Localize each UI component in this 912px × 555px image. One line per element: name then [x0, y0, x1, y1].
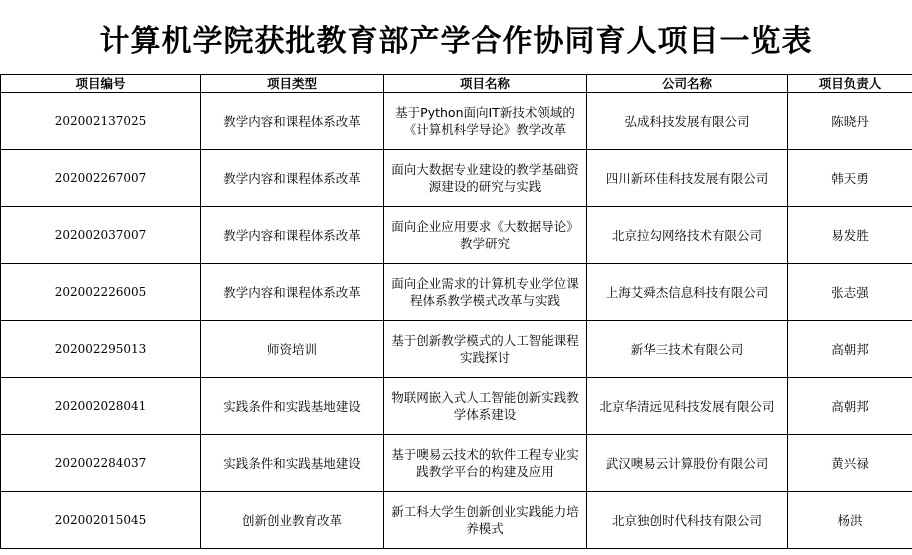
project-id-cell: 202002284037	[1, 435, 201, 492]
company-name-cell: 北京拉勾网络技术有限公司	[587, 207, 788, 264]
table-row	[1, 207, 912, 264]
project-leader-cell: 韩天勇	[788, 150, 912, 207]
table-row	[1, 492, 912, 549]
project-leader-cell: 陈晓丹	[788, 93, 912, 150]
project-name-cell: 基于创新教学模式的人工智能课程实践探讨	[384, 321, 587, 378]
project-leader-cell: 黄兴禄	[788, 435, 912, 492]
project-type-cell: 教学内容和课程体系改革	[201, 150, 384, 207]
project-type-cell: 教学内容和课程体系改革	[201, 93, 384, 150]
company-name-cell: 武汉噢易云计算股份有限公司	[587, 435, 788, 492]
column-header-project-name: 项目名称	[384, 75, 587, 93]
company-name-cell: 上海艾舜杰信息科技有限公司	[587, 264, 788, 321]
project-id-cell: 202002267007	[1, 150, 201, 207]
table-row	[1, 321, 912, 378]
project-type-cell: 教学内容和课程体系改革	[201, 207, 384, 264]
project-name-cell: 面向企业需求的计算机专业学位课程体系教学模式改革与实践	[384, 264, 587, 321]
project-id-cell: 202002137025	[1, 93, 201, 150]
company-name-cell: 北京独创时代科技有限公司	[587, 492, 788, 549]
project-type-cell: 师资培训	[201, 321, 384, 378]
project-name-cell: 新工科大学生创新创业实践能力培养模式	[384, 492, 587, 549]
project-leader-cell: 高朝邦	[788, 378, 912, 435]
project-leader-cell: 杨洪	[788, 492, 912, 549]
company-name-cell: 四川新环佳科技发展有限公司	[587, 150, 788, 207]
column-header-project-id: 项目编号	[1, 75, 201, 93]
project-name-cell: 基于Python面向IT新技术领域的《计算机科学导论》教学改革	[384, 93, 587, 150]
table-row	[1, 93, 912, 150]
project-id-cell: 202002015045	[1, 492, 201, 549]
project-id-cell: 202002295013	[1, 321, 201, 378]
project-name-cell: 面向企业应用要求《大数据导论》教学研究	[384, 207, 587, 264]
project-type-cell: 教学内容和课程体系改革	[201, 264, 384, 321]
company-name-cell: 弘成科技发展有限公司	[587, 93, 788, 150]
project-table	[0, 74, 912, 549]
project-name-cell: 面向大数据专业建设的教学基础资源建设的研究与实践	[384, 150, 587, 207]
project-name-cell: 基于噢易云技术的软件工程专业实践教学平台的构建及应用	[384, 435, 587, 492]
column-header-project-leader: 项目负责人	[788, 75, 912, 93]
table-row	[1, 378, 912, 435]
company-name-cell: 北京华清远见科技发展有限公司	[587, 378, 788, 435]
page-title: 计算机学院获批教育部产学合作协同育人项目一览表	[99, 23, 813, 59]
project-type-cell: 实践条件和实践基地建设	[201, 435, 384, 492]
column-header-company-name: 公司名称	[587, 75, 788, 93]
project-leader-cell: 易发胜	[788, 207, 912, 264]
column-header-project-type: 项目类型	[201, 75, 384, 93]
project-id-cell: 202002037007	[1, 207, 201, 264]
project-type-cell: 创新创业教育改革	[201, 492, 384, 549]
project-id-cell: 202002028041	[1, 378, 201, 435]
project-type-cell: 实践条件和实践基地建设	[201, 378, 384, 435]
project-name-cell: 物联网嵌入式人工智能创新实践教学体系建设	[384, 378, 587, 435]
project-leader-cell: 张志强	[788, 264, 912, 321]
table-row	[1, 435, 912, 492]
table-row	[1, 150, 912, 207]
project-id-cell: 202002226005	[1, 264, 201, 321]
project-leader-cell: 高朝邦	[788, 321, 912, 378]
table-header-row	[1, 75, 912, 93]
company-name-cell: 新华三技术有限公司	[587, 321, 788, 378]
table-row	[1, 264, 912, 321]
